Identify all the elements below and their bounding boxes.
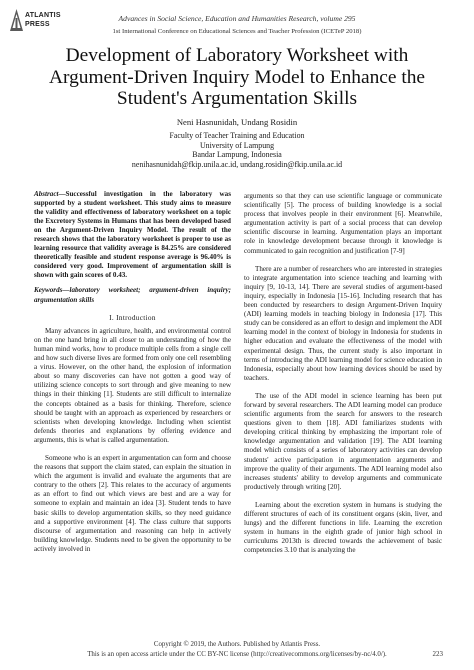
affiliation-emails: nenihasnunidah@fkip.unila.ac.id, undang.rosidin@fkip.unila.ac.id — [131, 159, 343, 169]
keywords — [34, 286, 231, 304]
conference-header: 1st International Conference on Educational Sciences and Teacher Profession (ICETeP 2018) — [112, 28, 362, 35]
author-names: Neni Hasnunidah, Undang Rosidin — [176, 117, 298, 127]
paragraph: There are a number of researchers who are interested in strategies to integrate argumentation into science teaching and learning with inquiry [9, 10-13, 14]. There are several studies of argument-based inquiry, especially in Indonesia [15-16]. Including research that has been conducted by researchers to design Argument-Driven Inquiry (ADI) learning models in teaching biology in Indonesia [17]. This study can be considered as an effort to design and implement the ADI learning model in the context of biology in Indonesia for students in higher education and evaluate the effectiveness of the model with experimental design. Thus, the current study is also important in terms of introducing the ADI learning model for science education in Indonesia, especially about how learning devices should be used by teachers. — [244, 264, 442, 382]
journal-header: Advances in Social Science, Education and Humanities Research, volume 295 — [118, 14, 356, 23]
footer-copyright: Copyright © 2019, the Authors. Published by Atlantis Press. — [153, 641, 321, 648]
paragraph: Many advances in agriculture, health, and environmental control on the one hand bring in all closer to an understanding of how the human mind works, how to produce multiple cells from a single cell and how such diverse lives are formed from only one cell resembling a virus. However, on the other hand, the explosion of information about so many discoveries can have not gotten a good way of utilizing science concepts to sort through and give meaning to new things in their thinking [1]. Students are still difficult to internalize the concepts obtained as a basis for thinking. Therefore, science should be taught with an approach as experienced by researchers or scientists when developing knowledge. Including when scientist defends theories and explanations by offering evidence and arguments, this is what is called argumentation. — [34, 326, 231, 444]
affiliation-faculty: Faculty of Teacher Training and Education — [169, 131, 305, 140]
footer-license: This is an open access article under the CC BY-NC license (http://creativecommons.org/licenses/by-nc/4.0/). — [87, 651, 387, 658]
right-column — [244, 192, 442, 555]
section-heading-introduction: I. Introduction — [109, 312, 156, 322]
paragraph: Learning about the excretion system in humans is studying the different structures of each of its constituent organs (skin, liver, and lungs) and the different functions in life. Learning the excretion system in humans in the eighth grade of junior high school in curriculums 2013th is directed towards the achievement of basic competencies 3.10 that is analyzing the — [244, 500, 442, 555]
abstract-label: Abstract — [34, 190, 59, 198]
paragraph: Someone who is an expert in argumentation can form and choose the reasons that support the claim stated, can explain the situation in which the argument is invalid and evaluate the arguments that are contrary to the others [2]. This relates to the accuracy of arguments as an effort to find out which views are best and are a way for someone to explain and maintain an idea [3]. Student tends to have basic skills to develop argumentation skills, so they need guidance and a supportive environment [4]. The class culture that supports discourse of argumentation and reasoning can help in actively building knowledge. Students need to be given the opportunity to be actively involved in — [34, 453, 231, 553]
left-column — [34, 190, 231, 554]
abstract — [34, 190, 231, 280]
logo-text-line2: PRESS — [25, 21, 50, 28]
affiliation-city: Bandar Lampung, Indonesia — [192, 150, 282, 160]
paper-title: Development of Laboratory Worksheet with Argument-Driven Inquiry Model to Enhance the Student's Argumentation Skills — [48, 45, 426, 109]
author-affiliation — [0, 131, 474, 169]
keywords-text: —laboratory worksheet; argument-driven inquiry; argumentation skills — [34, 286, 231, 304]
page-number: 223 — [432, 650, 443, 658]
affiliation-university: University of Lampung — [199, 140, 275, 150]
abstract-text: —Successful investigation in the laboratory was supported by a student worksheet. This study aims to measure the validity and effectiveness of laboratory worksheet on a topic the Excretory Systems in Humans that has been developed based on the Argument-Driven Inquiry Model. The result of the research shows that the laboratory worksheet is proper to use as learning resource that validity average is 84.25% are considered theoretically feasible and student response average is 96.40% is considered very good. Improvement of argumentation skill is shown with gain scores of 0.43. — [34, 190, 231, 280]
paragraph: arguments so that they can use scientific language or communicate scientifically [5]. The process of building knowledge is a social process that involves people in their environment [6]. Meanwhile, argumentation activity is part of a social process that can develop scientific discourse in learning. Argumentation plays an important role in knowledge development because through it knowledge is communicated to gain recognition and justification [7-9] — [244, 192, 442, 255]
paragraph: The use of the ADI model in science learning has been put forward by several researchers. The ADI learning model can produce scientific arguments from the search for answers to the research questions given to them [18]. ADI familiarizes students with developing critical thinking by emphasizing the important role of knowledge argumentation and validation [19]. The ADI learning model which consists of a series of laboratory activities can develop students' active participation in argumentation arguments and improve the quality of their arguments. The ADI learning model also increases students' ability to develop arguments and communicate productively through writing [20]. — [244, 391, 442, 491]
logo-text-line1: ATLANTIS — [25, 12, 61, 19]
keywords-label: Keywords — [34, 286, 63, 295]
